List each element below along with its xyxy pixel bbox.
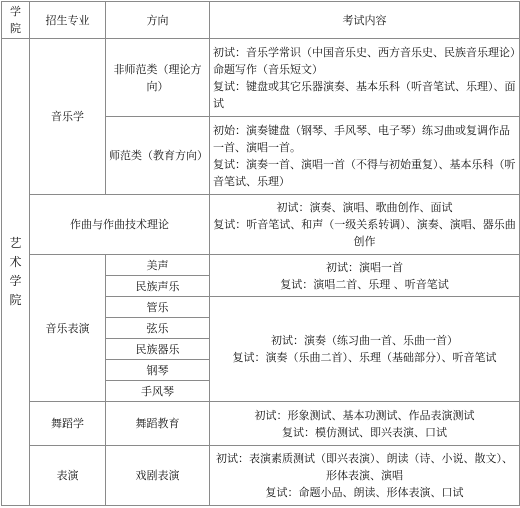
content-line: 初试：形象测试、基本功测试、作品表演测试 [254,408,475,422]
direction-dance-education: 舞蹈教育 [106,402,210,446]
content-line: 初始：演奏键盘（钢琴、手风琴、电子琴）练习曲或复调作品一首、演唱一首。 [213,123,510,154]
content-line: 复试：听音笔试、和声（一级关系转调）、演奏、演唱、器乐曲创作 [213,218,516,248]
direction-folk-instrument: 民族器乐 [106,339,210,360]
major-music: 音乐学 [30,39,106,195]
content-line: 初试：演唱一首 [326,260,403,274]
content-line: 初试：表演素质测试（即兴表演）、朗读（诗、小说、散文）、形体表演、演唱 [216,452,513,482]
table-header-row [2,2,520,39]
header-college: 学院 [2,2,30,39]
direction-piano: 钢琴 [106,360,210,381]
direction-bel-canto: 美声 [106,255,210,276]
direction-non-normal: 非师范类（理论方向） [106,39,210,117]
content-acting [210,446,520,506]
direction-normal: 师范类（教育方向） [106,117,210,195]
major-dance: 舞蹈学 [30,402,106,446]
major-acting: 表演 [30,446,106,506]
content-non-normal [210,39,520,117]
content-line: 初试：演奏（练习曲一首、乐曲一首） [271,334,458,347]
admission-exam-table [1,1,520,506]
table-row [2,402,520,446]
table-row [2,39,520,117]
table-row [2,195,520,255]
direction-drama: 戏剧表演 [106,446,210,506]
content-line: 复试：键盘或其它乐器演奏、基本乐科（听音笔试、乐理）、面试 [213,79,516,110]
content-line: 复试：模仿测试、即兴表演、口试 [282,425,447,439]
content-instrument [210,297,520,402]
content-composition [210,195,520,255]
content-line: 初试：音乐学常识（中国音乐史、西方音乐史、民族音乐理论）命题写作（音乐短文） [213,45,516,76]
direction-wind: 管乐 [106,297,210,318]
content-vocal [210,255,520,297]
content-line: 复试：演奏（乐曲二首）、乐理（基础部分）、听音笔试 [232,351,497,364]
college-cell [2,39,30,506]
table-row [2,255,520,276]
content-normal [210,117,520,195]
content-line: 初试：演奏、演唱、歌曲创作、面试 [276,201,453,214]
direction-accordion: 手风琴 [106,381,210,402]
content-line: 复试：命题小品、朗读、形体表演、口试 [265,486,464,499]
header-direction: 方向 [106,2,210,39]
college-name: 艺术学院 [9,236,22,307]
direction-folk-vocal: 民族声乐 [106,276,210,297]
table-row [2,446,520,506]
direction-strings: 弦乐 [106,318,210,339]
content-line: 复试：演唱二首、乐理 、听音笔试 [280,277,449,291]
header-content: 考试内容 [210,2,520,39]
major-performance: 音乐表演 [30,255,106,402]
content-dance [210,402,520,446]
header-major: 招生专业 [30,2,106,39]
content-line: 复试：演奏一首、演唱一首（不得与初始重复）、基本乐科（听音笔试、乐理） [213,157,516,188]
major-composition: 作曲与作曲技术理论 [30,195,210,255]
